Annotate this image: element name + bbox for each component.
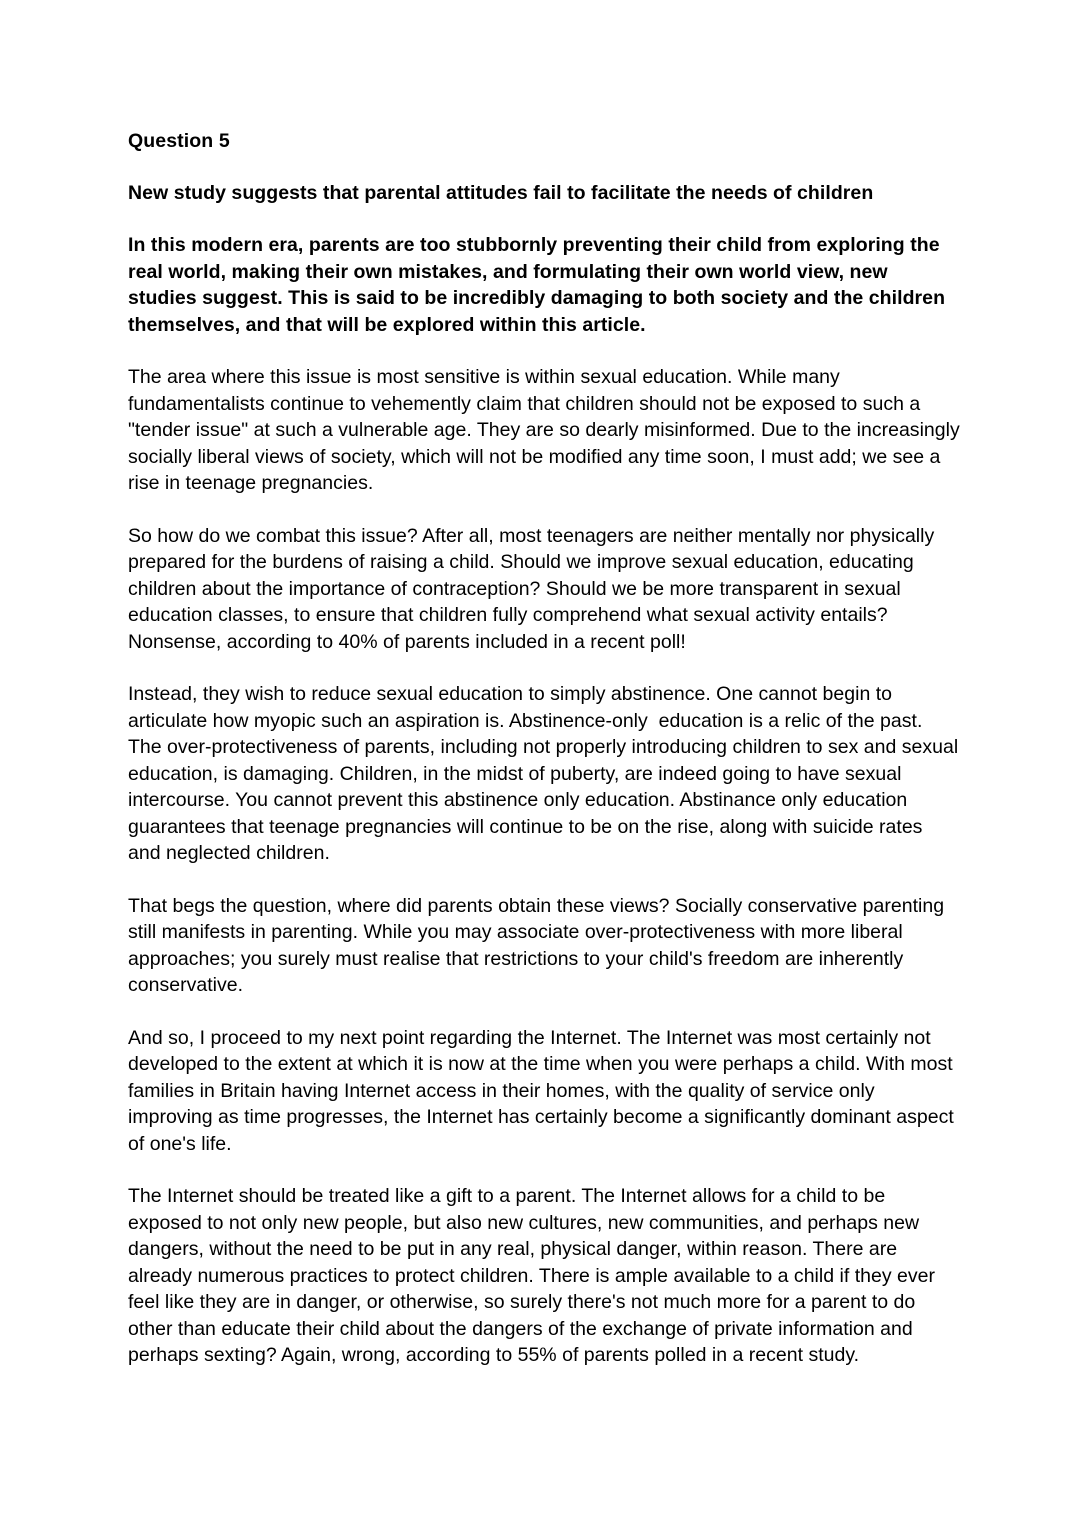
question-title: Question 5: [128, 130, 230, 152]
body-paragraph: The Internet should be treated like a gift to a parent. The Internet allows for a child to be exposed to not only new people, but also new cultures, new communities, and perhaps new dangers, without the need to be put in any real, physical danger, within reason. There are already numerous practices to protect children. There is ample available to a child if they ever feel like they are in danger, or otherwise, so surely there's not much more for a parent to do other than educate their child about the dangers of the exchange of private information and perhaps sexting? Again, wrong, according to 55% of parents polled in a recent study.: [128, 1185, 941, 1366]
body-paragraph: The area where this issue is most sensitive is within sexual education. While many fundamentalists continue to vehemently claim that children should not be exposed to such a "tender issue" at such a vulnerable age. They are so dearly misinformed. Due to the increasingly socially liberal views of society, which will not be modified any time soon, I must add; we see a rise in teenage pregnancies.: [128, 366, 966, 494]
article-standfirst: In this modern era, parents are too stubbornly preventing their child from exploring the real world, making their own mistakes, and formulating their own world view, new studies suggest. This is said to be incredibly damaging to both society and the children themselves, and that will be explored within this article.: [128, 234, 946, 336]
article-headline: New study suggests that parental attitudes fail to facilitate the needs of children: [128, 182, 874, 204]
body-paragraph: Instead, they wish to reduce sexual education to simply abstinence. One cannot begin to articulate how myopic such an aspiration is. Abstinence-only education is a relic of the past. The over-protectiveness of parents, including not properly introducing children to sex and sexual education, is damaging. Children, in the midst of puberty, are indeed going to have sexual intercourse. You cannot prevent this abstinence only education. Abstinance only education guarantees that teenage pregnancies will continue to be on the rise, along with suicide rates and neglected children.: [128, 683, 964, 864]
body-paragraph: So how do we combat this issue? After all, most teenagers are neither mentally nor physically prepared for the burdens of raising a child. Should we improve sexual education, educating children about the importance of contraception? Should we be more transparent in sexual education classes, to ensure that children fully comprehend what sexual activity entails? Nonsense, according to 40% of parents included in a recent poll!: [128, 524, 940, 653]
body-paragraph: That begs the question, where did parents obtain these views? Socially conservative parenting still manifests in parenting. While you may associate over-protectiveness with more liberal approaches; you surely must realise that restrictions to your child's freedom are inherently conservative.: [128, 894, 950, 996]
body-paragraph: And so, I proceed to my next point regarding the Internet. The Internet was most certainly not developed to the extent at which it is now at the time when you were perhaps a child. With most families in Britain having Internet access in their homes, with the quality of service only improving as time progresses, the Internet has certainly become a significantly dominant aspect of one's life.: [128, 1026, 960, 1155]
document-body: [128, 128, 966, 1369]
